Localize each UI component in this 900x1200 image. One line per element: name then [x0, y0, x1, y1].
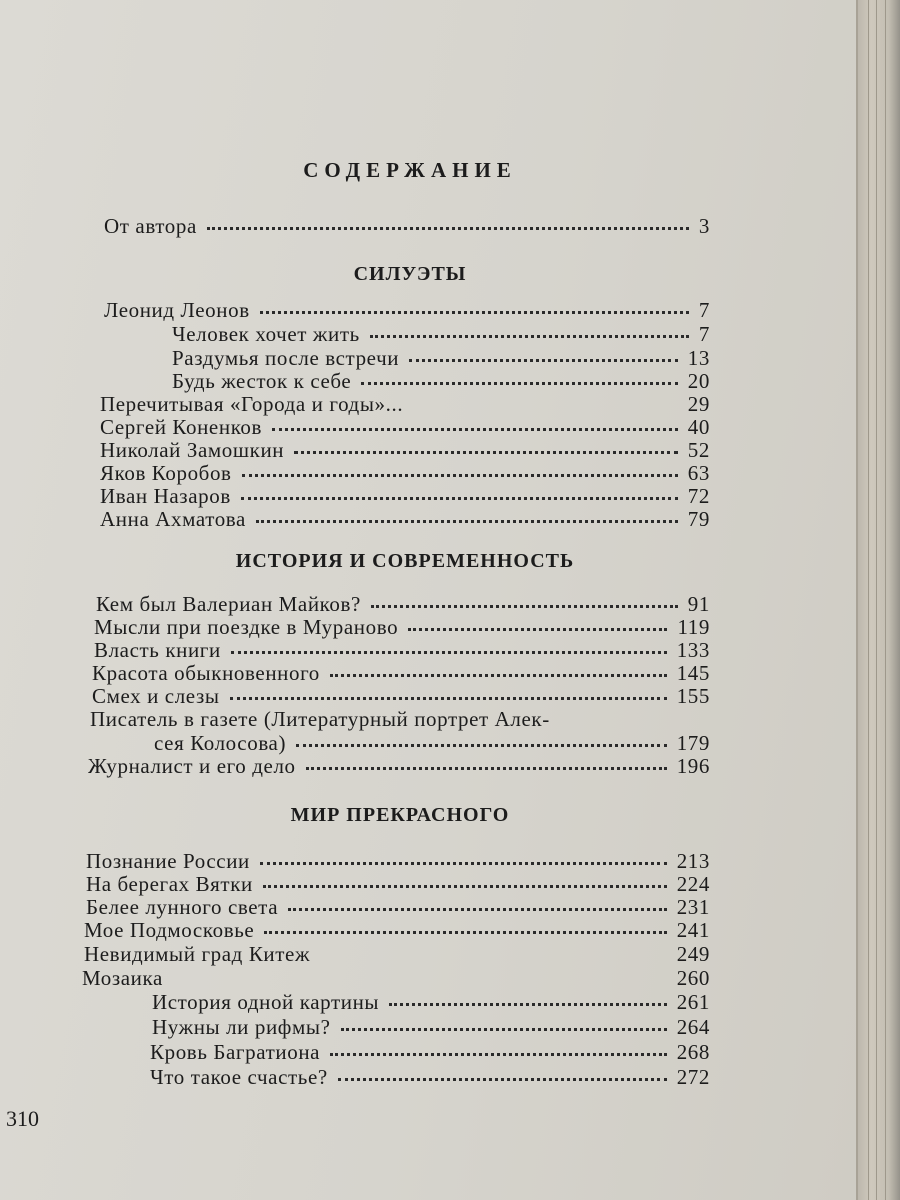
dot-leader	[294, 451, 678, 454]
toc-entry-title: Что такое счастье?	[150, 1065, 328, 1089]
toc-entry	[100, 484, 710, 508]
toc-entry-title: История одной картины	[152, 990, 380, 1014]
toc-entry-page: 3	[698, 214, 710, 238]
toc-entry	[86, 849, 710, 873]
dot-leader	[330, 674, 667, 677]
toc-entry-page: 213	[676, 849, 710, 873]
dot-leader	[173, 979, 667, 982]
dot-leader	[330, 1053, 667, 1056]
toc-entry-title: Красота обыкновенного	[92, 661, 320, 685]
toc-entry-first-line: Писатель в газете (Литературный портрет Алек-	[90, 707, 550, 731]
toc-entry	[86, 895, 710, 919]
dot-leader	[264, 931, 666, 934]
toc-entry-page: 7	[698, 322, 710, 346]
dot-leader	[338, 1078, 667, 1081]
dot-leader	[256, 520, 678, 523]
toc-entry-title: Анна Ахматова	[100, 507, 246, 531]
toc-entry	[86, 872, 710, 896]
dot-leader	[288, 908, 667, 911]
toc-entry	[100, 392, 710, 416]
toc-entry-title: От автора	[104, 214, 197, 238]
toc-entry-title: Власть книги	[94, 638, 221, 662]
toc-entry-title: Мозаика	[82, 966, 163, 990]
dot-leader	[361, 382, 677, 385]
dot-leader	[272, 428, 678, 431]
toc-entry-page: 119	[677, 615, 710, 639]
toc-entry-title: Белее лунного света	[86, 895, 279, 919]
toc-entry	[82, 966, 710, 990]
toc-entry-page: 268	[676, 1040, 710, 1064]
toc-entry-title: Смех и слезы	[92, 684, 220, 708]
toc-entry-page: 155	[676, 684, 710, 708]
dot-leader	[263, 885, 667, 888]
toc-entry-page: 91	[687, 592, 710, 616]
toc-entry	[154, 731, 710, 755]
toc-entry	[104, 298, 710, 322]
toc-entry-page: 196	[676, 754, 710, 778]
toc-entry-title: Яков Коробов	[100, 461, 232, 485]
dot-leader	[230, 697, 667, 700]
toc-entry-page: 261	[676, 990, 710, 1014]
toc-entry-page: 133	[676, 638, 710, 662]
toc-entry	[84, 918, 710, 942]
toc-entry-intro	[104, 214, 710, 238]
toc-entry	[172, 369, 710, 393]
toc-entry	[94, 638, 710, 662]
toc-entry-title: Мысли при поездке в Мураново	[94, 615, 399, 639]
toc-entry-title: сея Колосова)	[154, 731, 287, 755]
toc-entry	[92, 661, 710, 685]
dot-leader	[306, 767, 667, 770]
page-title: СОДЕРЖАНИЕ	[303, 158, 517, 182]
toc-entry-page: 72	[687, 484, 710, 508]
toc-entry-title: Журналист и его дело	[88, 754, 296, 778]
dot-leader	[260, 862, 667, 865]
toc-entry-page: 241	[676, 918, 710, 942]
dot-leader	[341, 1028, 667, 1031]
dot-leader	[370, 335, 689, 338]
toc-entry	[150, 1040, 710, 1064]
dot-leader	[408, 628, 667, 631]
toc-entry	[92, 684, 710, 708]
toc-entry-page: 79	[687, 507, 710, 531]
toc-entry	[94, 615, 710, 639]
toc-entry-title: Иван Назаров	[100, 484, 231, 508]
toc-entry-title: Раздумья после встречи	[172, 346, 400, 370]
toc-entry	[96, 592, 710, 616]
toc-entry	[100, 438, 710, 462]
dot-leader	[320, 955, 667, 958]
toc-entry	[152, 990, 710, 1014]
toc-entry-page: 7	[698, 298, 710, 322]
toc-entry-page: 264	[676, 1015, 710, 1039]
toc-entry-page: 145	[676, 661, 710, 685]
toc-entry-title: Нужны ли рифмы?	[152, 1015, 331, 1039]
dot-leader	[207, 227, 689, 230]
toc-entry-page: 20	[687, 369, 710, 393]
toc-entry-page: 272	[676, 1065, 710, 1089]
toc-entry-title: Сергей Коненков	[100, 415, 263, 439]
dot-leader	[242, 474, 678, 477]
toc-entry-page: 260	[676, 966, 710, 990]
toc-entry-page: 224	[676, 872, 710, 896]
toc-entry-title: На берегах Вятки	[86, 872, 253, 896]
toc-entry-page: 40	[687, 415, 710, 439]
section-title-mir: МИР ПРЕКРАСНОГО	[290, 804, 510, 826]
dot-leader	[413, 405, 678, 408]
toc-entry-title: Леонид Леонов	[104, 298, 250, 322]
dot-leader	[231, 651, 667, 654]
toc-entry-page: 13	[687, 346, 710, 370]
toc-entry-title: Перечитывая «Города и годы»...	[100, 392, 404, 416]
toc-entry-title: Невидимый град Китеж	[84, 942, 311, 966]
toc-entry-title: Будь жесток к себе	[172, 369, 352, 393]
toc-entry-title: Кем был Валериан Майков?	[96, 592, 361, 616]
toc-entry-page: 231	[676, 895, 710, 919]
dot-leader	[409, 359, 678, 362]
dot-leader	[389, 1003, 667, 1006]
toc-entry	[152, 1015, 710, 1039]
toc-entry	[100, 507, 710, 531]
section-title-siluety: СИЛУЭТЫ	[353, 263, 467, 285]
toc-entry	[172, 346, 710, 370]
toc-entry-page: 63	[687, 461, 710, 485]
toc-entry-title: Познание России	[86, 849, 250, 873]
toc-entry-page: 179	[676, 731, 710, 755]
toc-entry-title: Николай Замошкин	[100, 438, 285, 462]
toc-entry-title: Человек хочет жить	[172, 322, 360, 346]
toc-entry	[84, 942, 710, 966]
toc-entry-page: 52	[687, 438, 710, 462]
toc-entry-title: Мое Подмосковье	[84, 918, 255, 942]
toc-entry	[100, 461, 710, 485]
toc-entry	[88, 754, 710, 778]
dot-leader	[260, 311, 689, 314]
toc-entry	[150, 1065, 710, 1089]
toc-entry	[100, 415, 710, 439]
toc-entry-page: 249	[676, 942, 710, 966]
dot-leader	[371, 605, 678, 608]
page-number: 310	[6, 1106, 39, 1131]
section-title-istoriya: ИСТОРИЯ И СОВРЕМЕННОСТЬ	[235, 550, 575, 572]
toc-entry-page: 29	[687, 392, 710, 416]
toc-entry-title: Кровь Багратиона	[150, 1040, 321, 1064]
dot-leader	[296, 744, 667, 747]
page-edge	[856, 0, 900, 1200]
toc-entry	[172, 322, 710, 346]
dot-leader	[241, 497, 678, 500]
